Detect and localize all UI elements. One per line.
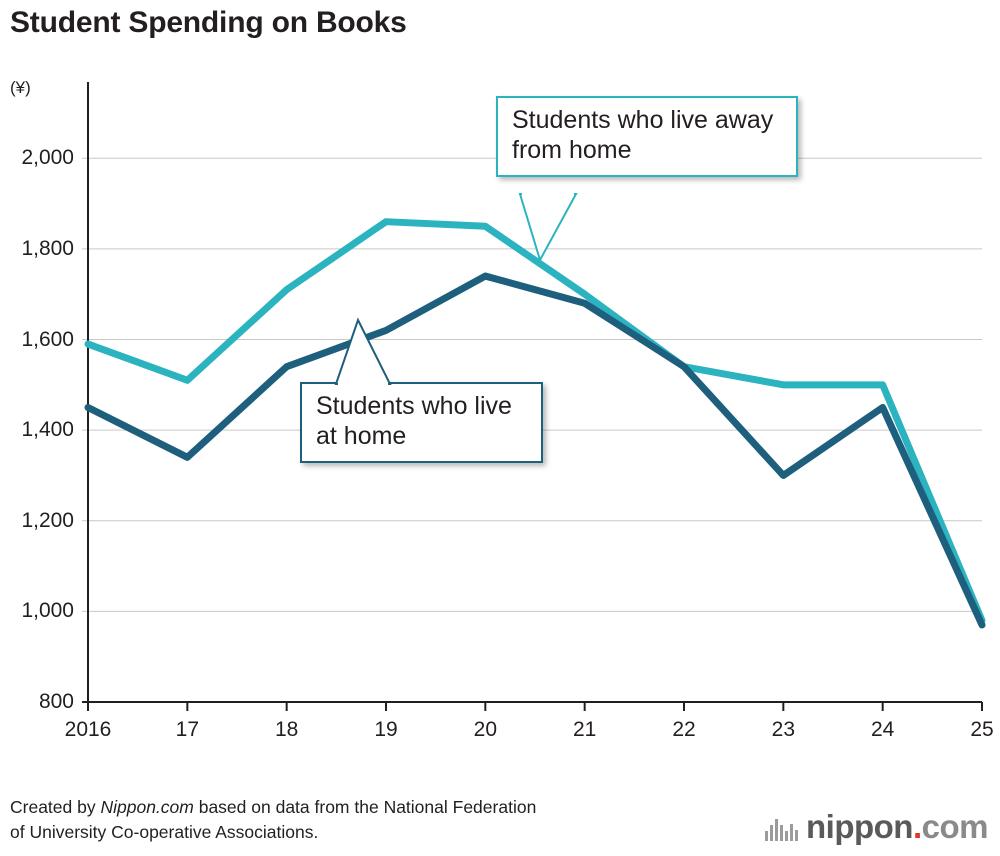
annotation-home-pointer [336, 324, 406, 394]
brand-logo [765, 808, 988, 846]
y-tick-label: 2,000 [21, 146, 74, 170]
page-title: Student Spending on Books [10, 6, 407, 39]
brand-dot: . [912, 808, 922, 845]
annotation-at-home [300, 382, 543, 463]
source-prefix: Created by [10, 797, 101, 817]
brand-wordmark [806, 808, 988, 846]
source-note [10, 795, 800, 846]
brand-tld: com [921, 808, 988, 845]
x-tick-label: 17 [175, 718, 200, 741]
x-tick-label: 24 [870, 718, 895, 741]
y-tick-label: 800 [38, 690, 74, 713]
brand-bars-icon [765, 815, 798, 841]
source-note-line2: of University Co-operative Associations. [10, 822, 319, 843]
y-tick-label: 1,200 [21, 508, 74, 532]
x-tick-label: 23 [771, 718, 796, 741]
x-tick-label: 22 [672, 718, 696, 741]
y-tick-label: 1,800 [21, 236, 74, 260]
source-suffix: based on data from the National Federation [193, 797, 537, 817]
annotation-away-label: Students who live away from home [512, 106, 774, 164]
y-tick-label: 1,600 [21, 327, 74, 351]
annotation-home-label: Students who live at home [316, 392, 512, 450]
x-tick-label: 20 [473, 718, 498, 741]
brand-name: nippon [806, 808, 913, 845]
y-tick-label: 1,000 [21, 599, 74, 623]
annotation-away-pointer [520, 194, 590, 264]
annotation-away-from-home [496, 96, 798, 177]
source-publisher: Nippon.com [100, 797, 194, 817]
x-tick-label: 19 [374, 718, 398, 741]
x-tick-label: 18 [274, 718, 299, 741]
x-tick-label: 25 [970, 718, 994, 741]
y-axis-unit-label: (¥) [10, 78, 31, 97]
y-tick-label: 1,400 [21, 418, 74, 442]
x-tick-label: 2016 [64, 718, 112, 741]
source-note-line1 [10, 797, 536, 817]
x-tick-label: 21 [572, 718, 597, 741]
